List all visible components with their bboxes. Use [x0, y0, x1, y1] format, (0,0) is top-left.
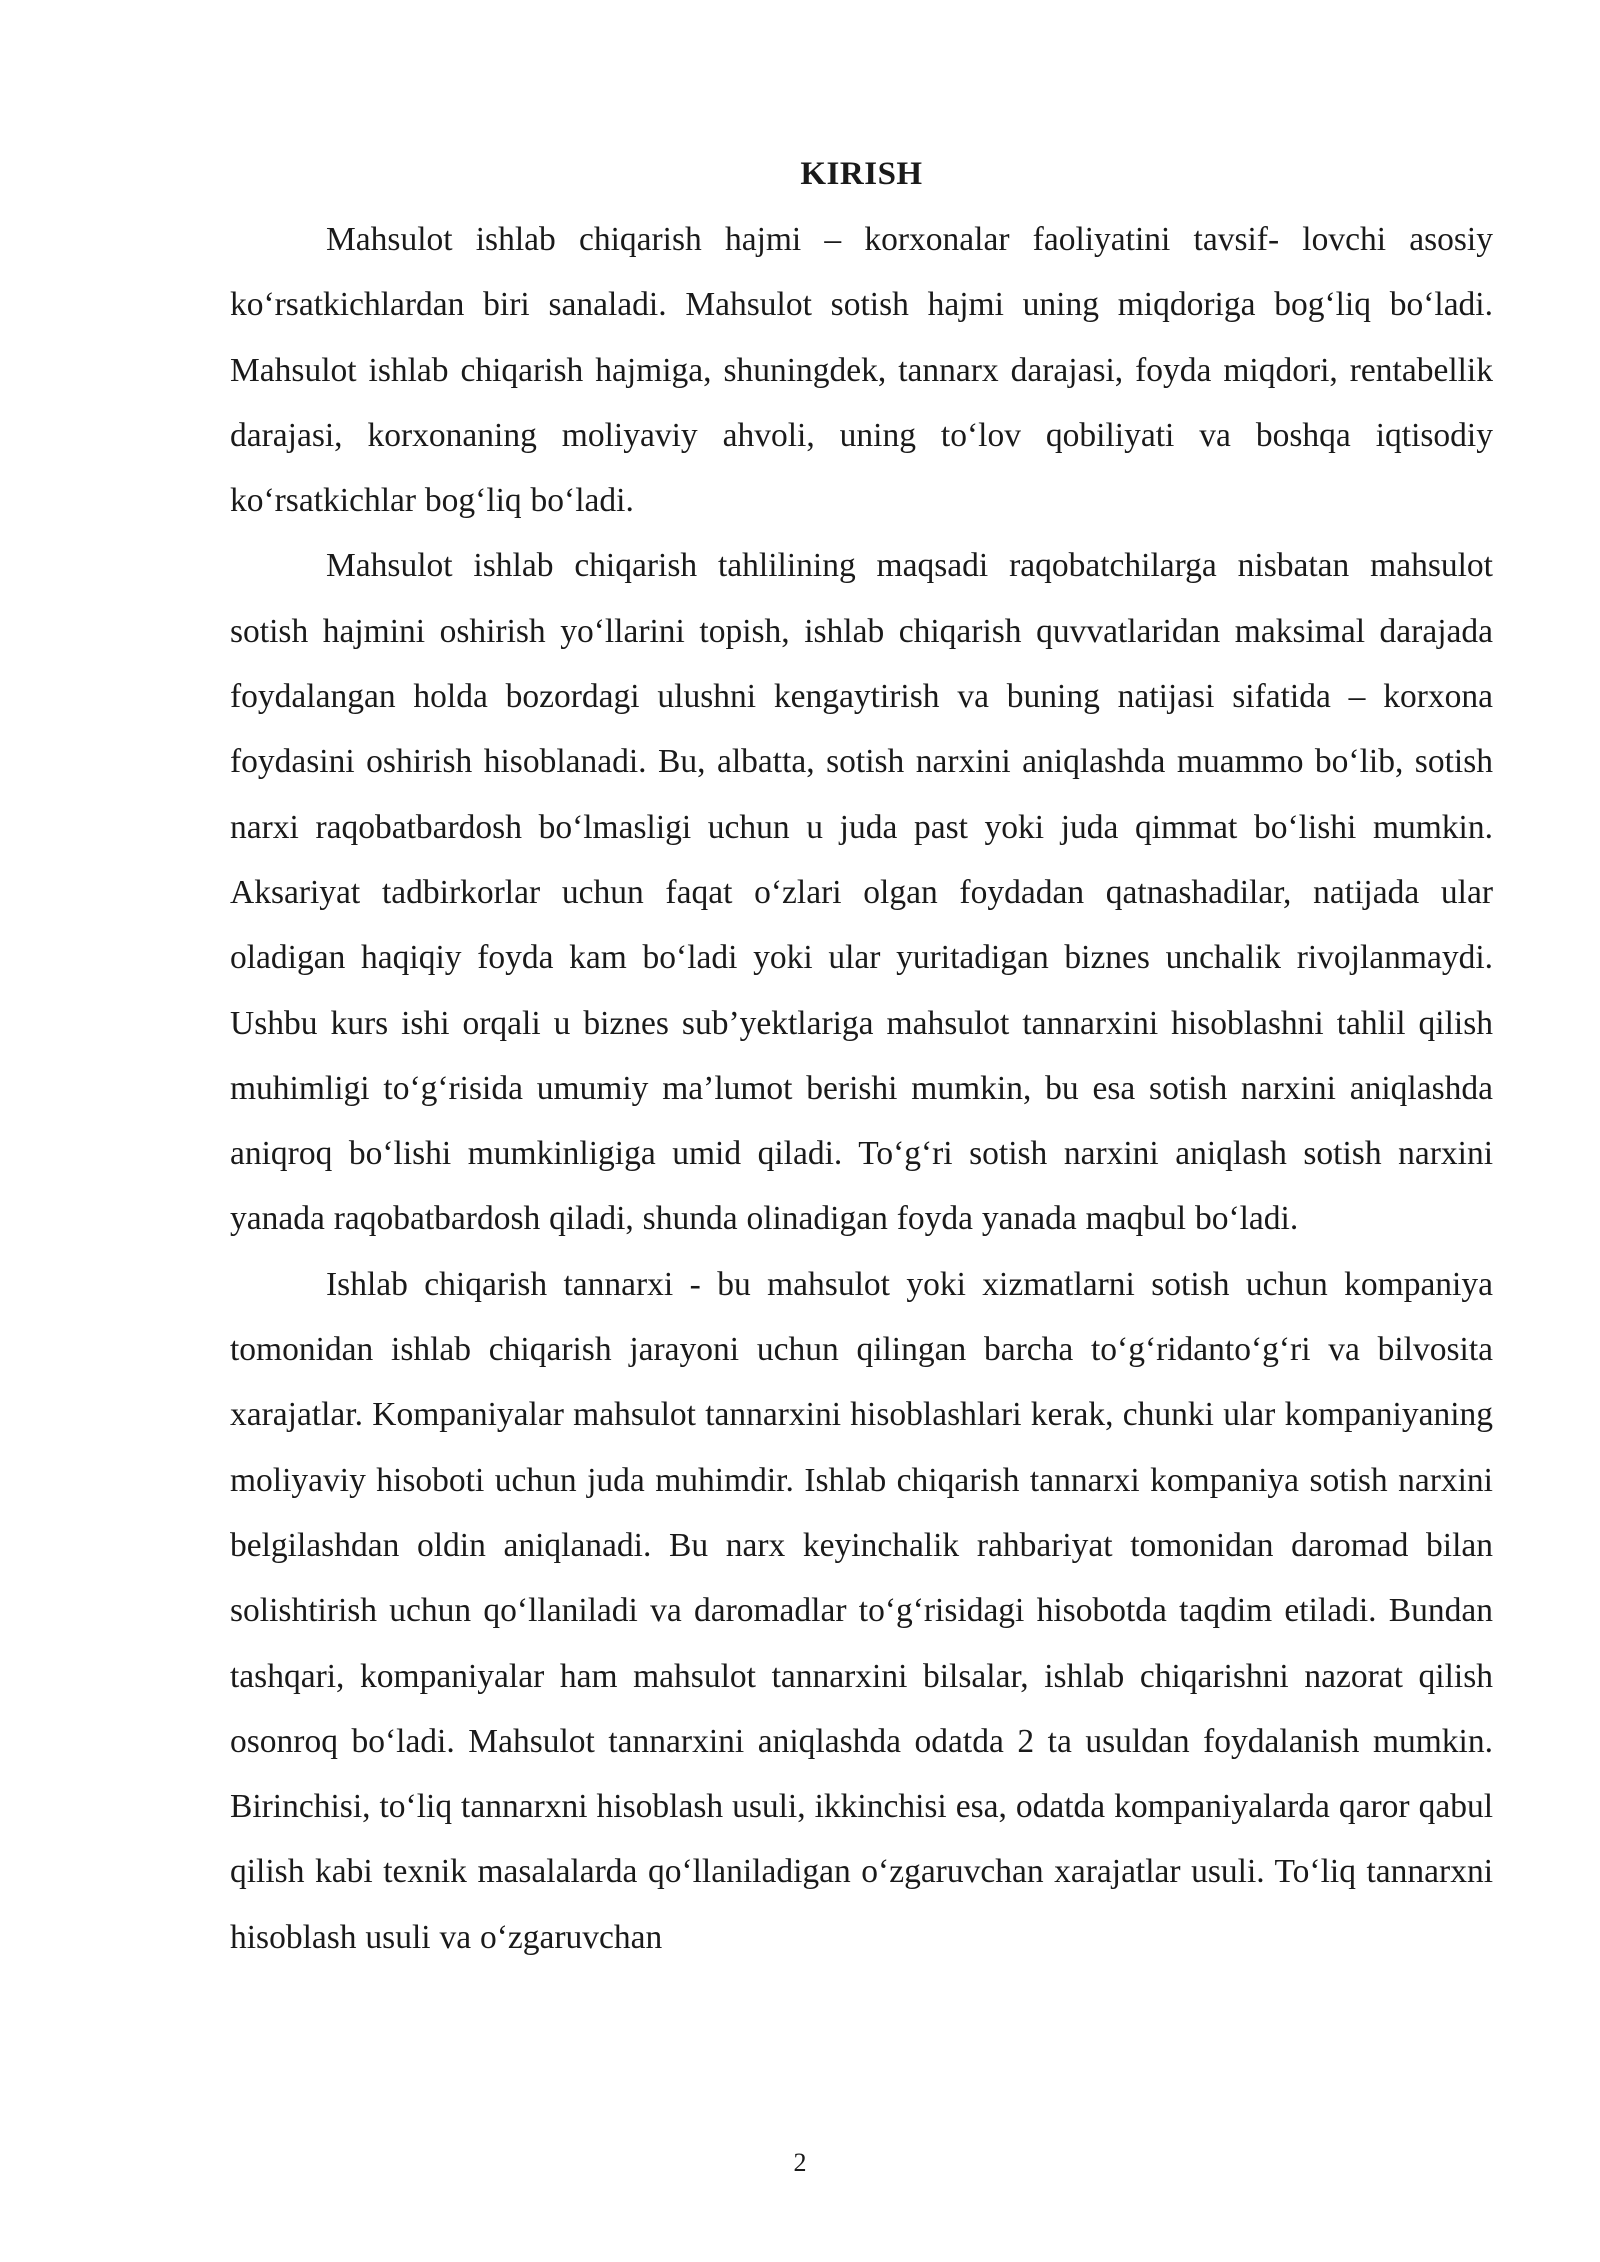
paragraph-3: Ishlab chiqarish tannarxi - bu mahsulot yoki xizmatlarni sotish uchun kompaniya tomonidan ishlab chiqarish jarayoni uchun qilingan barcha to‘g‘ridanto‘g‘ri va bilvosita xarajatlar. Kompaniyalar mahsulot tannarxini hisoblashlari kerak, chunki ular kompaniyaning moliyaviy hisoboti uchun juda muhimdir. Ishlab chiqarish tannarxi kompaniya sotish narxini belgilashdan oldin aniqlanadi. Bu narx keyinchalik rahbariyat tomonidan daromad bilan solishtirish uchun qo‘llaniladi va daromadlar to‘g‘risidagi hisobotda taqdim etiladi. Bundan tashqari, kompaniyalar ham mahsulot tannarxini bilsalar, ishlab chiqarishni nazorat qilish osonroq bo‘ladi. Mahsulot tannarxini aniqlashda odatda 2 ta usuldan foydalanish mumkin. Birinchisi, to‘liq tannarxni hisoblash usuli, ikkinchisi esa, odatda kompaniyalarda qaror qabul qilish kabi texnik masalalarda qo‘llaniladigan o‘zgaruvchan xarajatlar usuli. To‘liq tannarxni hisoblash usuli va o‘zgaruvchan — [230, 1265, 1493, 1956]
page-content — [230, 142, 1493, 1970]
section-title: KIRISH — [800, 156, 923, 192]
paragraph-2: Mahsulot ishlab chiqarish tahlilining maqsadi raqobatchilarga nisbatan mahsulot sotish hajmini oshirish yo‘llarini topish, ishlab chiqarish quvvatlaridan maksimal darajada foydalangan holda bozordagi ulushni kengaytirish va buning natijasi sifatida – korxona foydasini oshirish hisoblanadi. Bu, albatta, sotish narxini aniqlashda muammo bo‘lib, sotish narxi raqobatbardosh bo‘lmasligi uchun u juda past yoki juda qimmat bo‘lishi mumkin. Aksariyat tadbirkorlar uchun faqat o‘zlari olgan foydadan qatnashadilar, natijada ular oladigan haqiqiy foyda kam bo‘ladi yoki ular yuritadigan biznes unchalik rivojlanmaydi. Ushbu kurs ishi orqali u biznes sub’yektlariga mahsulot tannarxini hisoblashni tahlil qilish muhimligi to‘g‘risida umumiy ma’lumot berishi mumkin, bu esa sotish narxini aniqlashda aniqroq bo‘lishi mumkinligiga umid qiladi. To‘g‘ri sotish narxini aniqlash sotish narxini yanada raqobatbardosh qiladi, shunda olinadigan foyda yanada maqbul bo‘ladi. — [230, 547, 1493, 1238]
paragraph-1: Mahsulot ishlab chiqarish hajmi – korxonalar faoliyatini tavsif- lovchi asosiy ko‘rsatkichlardan biri sanaladi. Mahsulot sotish hajmi uning miqdoriga bog‘liq bo‘ladi. Mahsulot ishlab chiqarish hajmiga, shuningdek, tannarx darajasi, foyda miqdori, rentabellik darajasi, korxonaning moliyaviy ahvoli, uning to‘lov qobiliyati va boshqa iqtisodiy ko‘rsatkichlar bog‘liq bo‘ladi. — [230, 221, 1493, 520]
page-number: 2 — [793, 2148, 807, 2177]
